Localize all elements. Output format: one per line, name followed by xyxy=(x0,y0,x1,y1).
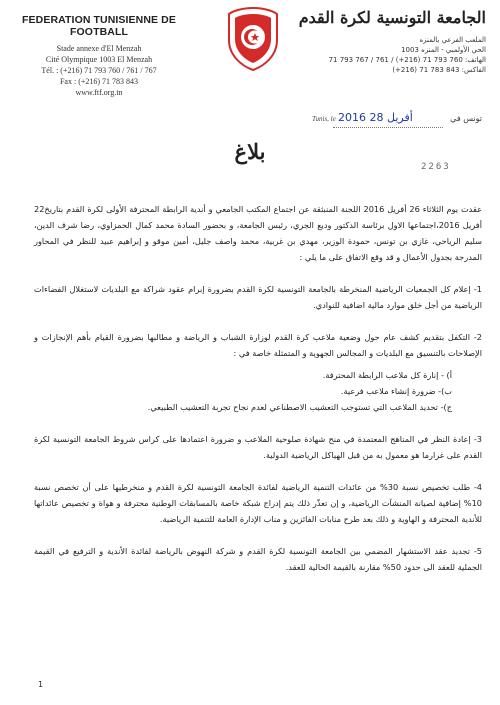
header-arabic xyxy=(296,8,486,75)
date-row xyxy=(312,111,482,131)
subitem-b: ب)- ضرورة إنشاء ملاعب فرعية. xyxy=(340,386,452,396)
address-line-ar: الملعب الفرعي بالمنزه xyxy=(419,36,486,44)
address-line: Cité Olympique 1003 El Menzah xyxy=(45,55,153,64)
date-prefix-fr: Tunis, le xyxy=(312,115,336,123)
subitem-a: أ) - إنارة كل ملاعب الرابطة المحترفة. xyxy=(322,370,452,380)
address-line-ar: الحي الأولمبي - المنزه 1003 xyxy=(401,46,486,54)
handwritten-date: 2016 أفريل 28 xyxy=(338,111,413,124)
header-french xyxy=(4,14,194,98)
reference-number: 2263 xyxy=(421,162,451,172)
document-title: بلاغ xyxy=(234,139,266,164)
phone-line: Tél. : (+216) 71 793 760 / 761 / 767 xyxy=(41,66,157,75)
document-body xyxy=(34,201,482,591)
item-3: 3- إعادة النظر في المناهج المعتمدة في منح شهادة صلوحية الملاعب و ضرورة اعتمادها على كراس شروط الجامعة التونسية لكرة القدم على غرارما هو معمول به من قبل الهياكل الرياضية الدولية. xyxy=(34,434,482,460)
item-5: 5- تجديد عقد الاستشهار المضمي بين الجامعة التونسية لكرة القدم و شركة النهوض بالرياضة لفائدة الأندية و الترفيع في القيمة الجملية للعقد الى حدود 50% مقارنة بالقيمة الحالية للعقد. xyxy=(34,546,482,572)
federation-logo xyxy=(226,6,280,72)
intro-paragraph: عقدت يوم الثلاثاء 26 أفريل 2016 اللجنة المنبثقة عن اجتماع المكتب الجامعي و أندية الرابطة المحترفة الأولى لكرة القدم بتاريخ22 أفريل 2016،اجتماعها الاول برئاسة الدكتور وديع الجري، رئيس الجامعة، و بحضور السادة محمد كمال الحمزاوي، رضا شرف الدين، سليم الرياحي، غازي بن تونس، حمودة الوزير، مهدي بن غربية، محمد واصف جليل، أمين موقو و إبراهيم عبيد للنظر في المحاور المدرجة بجدول الأعمال و قد وقع الاتفاق على ما يلي : xyxy=(34,204,483,262)
phone-line-ar: الهاتف: 760 793 71 (216+) / 761 / 767 793 71 xyxy=(328,56,486,64)
item-4: 4- طلب تخصيص نسبة 30% من عائدات التنمية الرياضية لفائدة الجامعة التونسية لكرة القدم و منخرطيها على أن تخصص نسبة 10% إضافية لصيانة المنشآت الرياضية، و إن تعذّر ذلك يتم إدراج شبكة خاصة بالمسابقات الوطنية محترفة و هواة و تخصيص عائداتها للأندية المحترفة و الهاوية و ذلك بعد طرح منابات الفائزين و مناب الإدارة العامة للتنمية الرياضية. xyxy=(34,482,482,524)
federation-name-ar: الجامعة التونسية لكرة القدم xyxy=(298,8,486,27)
item-1: 1- إعلام كل الجمعيات الرياضية المنخرطة بالجامعة التونسية لكرة القدم بضرورة إبرام عقود شراكة مع البلديات لاستغلال الفضاءات الرياضية من أجل خلق موارد مالية اضافية للنوادي. xyxy=(34,284,482,310)
fax-line: Fax : (+216) 71 783 843 xyxy=(59,77,139,86)
page-number: 1 xyxy=(38,680,44,689)
date-underline xyxy=(333,127,443,128)
website-line: www.ftf.org.tn xyxy=(75,88,123,97)
address-line: Stade annexe d'El Menzah xyxy=(56,44,142,53)
item-2: 2- التكفل بتقديم كشف عام حول وضعية ملاعب كرة القدم لوزارة الشباب و الرياضة و مطالبها بضرورة القيام بأهم الإنجازات و الإصلاحات بالتنسيق مع البلديات و المجالس الجهوية و المتمثلة خاصة في : xyxy=(34,332,482,358)
fax-line-ar: الفاكس: 843 783 71 (216+) xyxy=(392,66,486,74)
subitem-c: ج)- تحديد الملاعب التي تستوجب التعشيب الاصطناعي لعدم نجاح تجربة التعشيب الطبيعي. xyxy=(147,402,452,412)
date-prefix-ar: تونس في xyxy=(450,114,482,123)
federation-name-fr: FEDERATION TUNISIENNE DE FOOTBALL xyxy=(22,14,176,38)
